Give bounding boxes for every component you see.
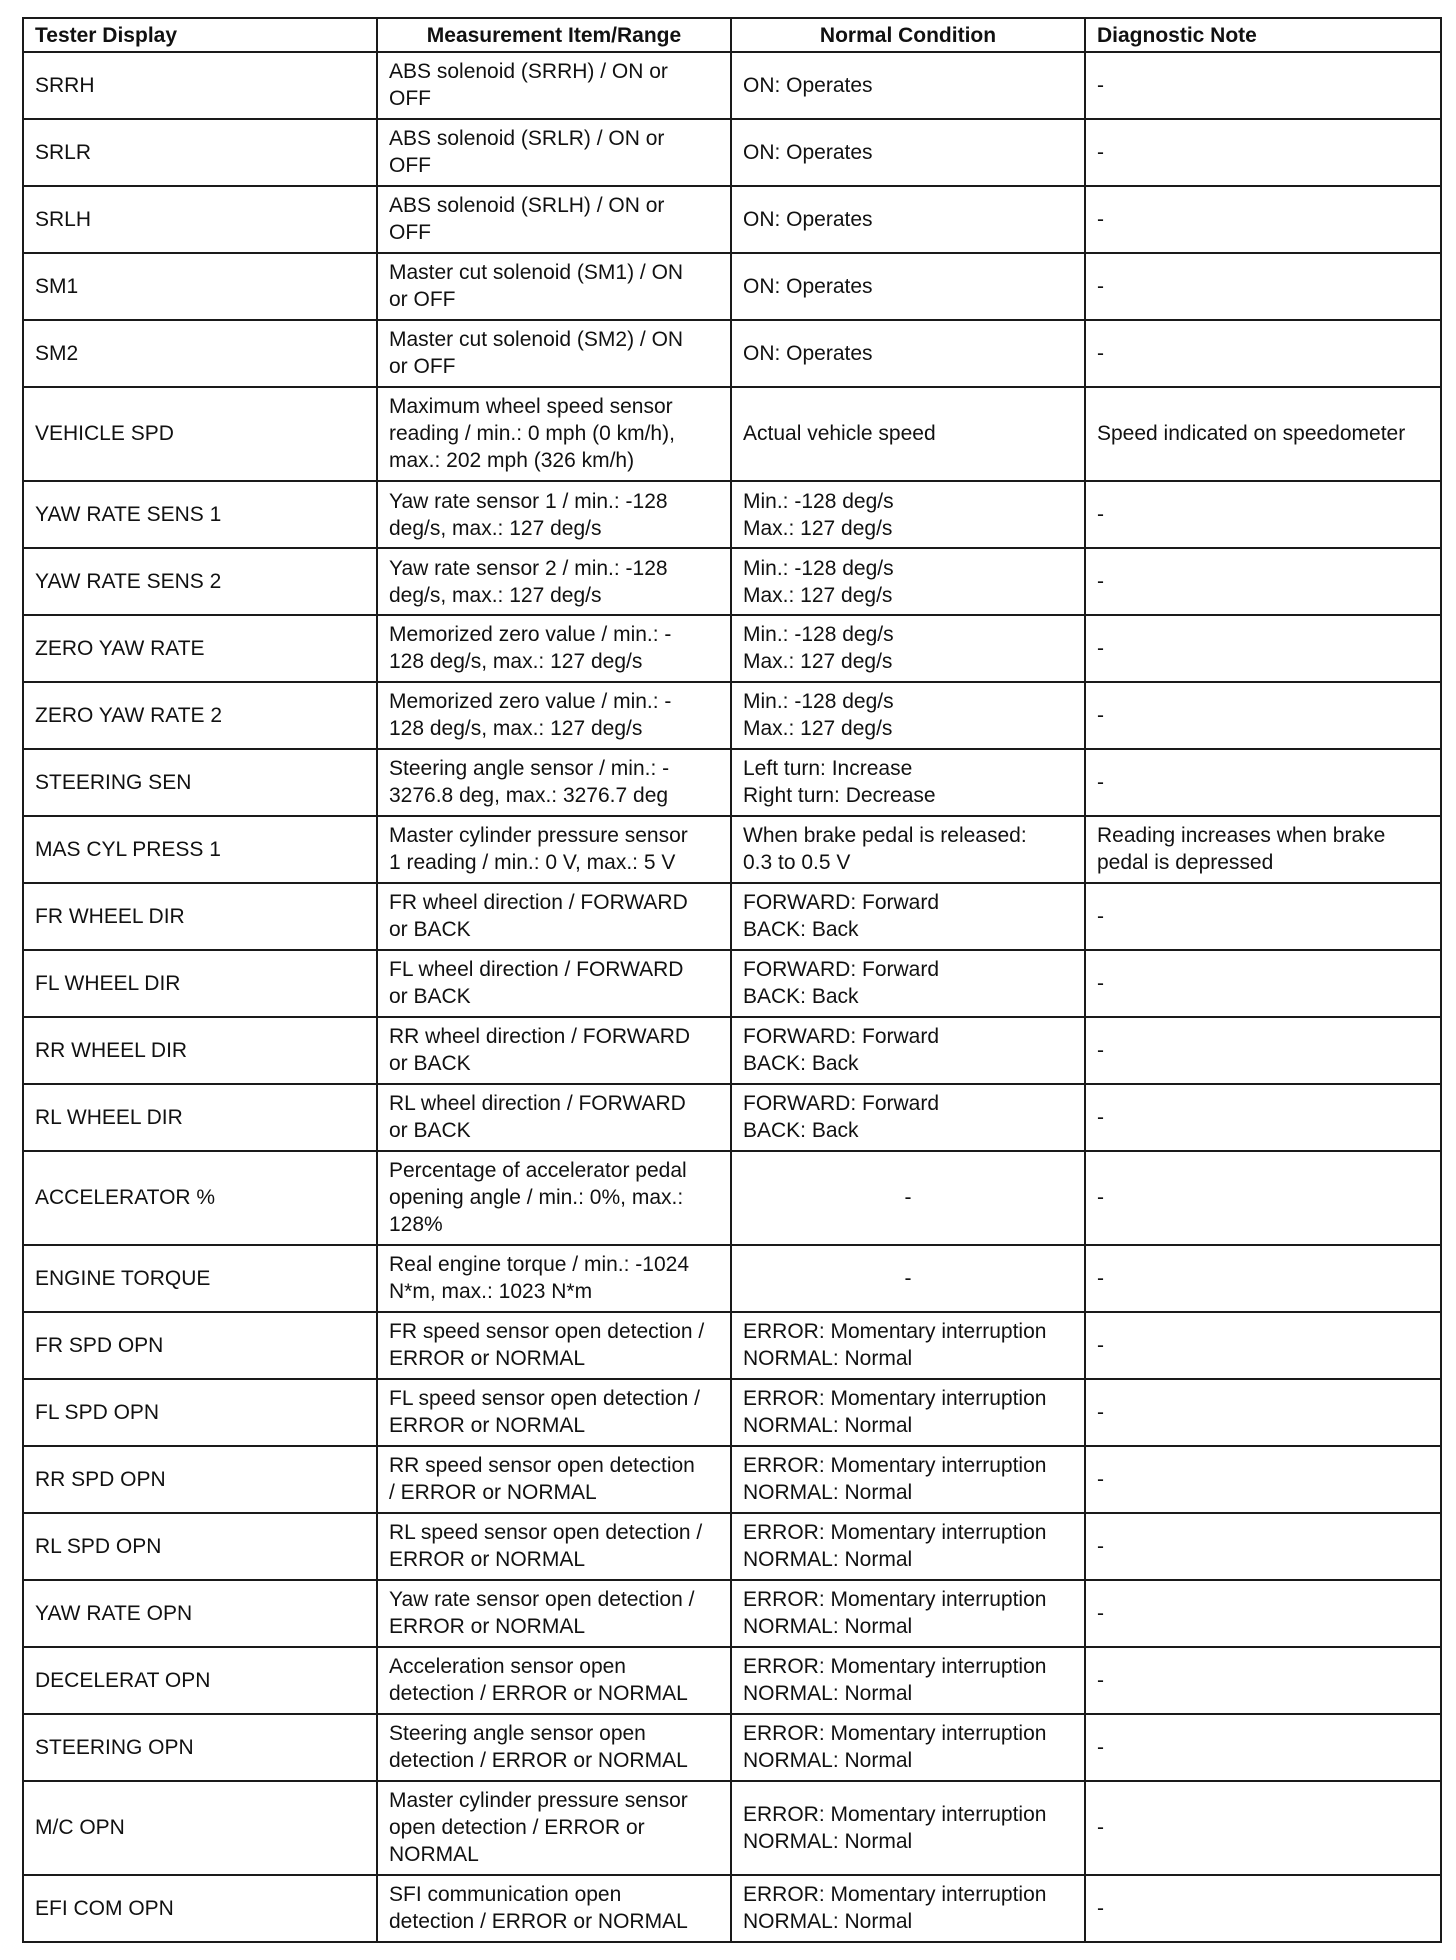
normal-condition-cell: ERROR: Momentary interruption NORMAL: Normal bbox=[731, 1580, 1085, 1647]
tester-display-cell: STEERING SEN bbox=[23, 749, 377, 816]
normal-condition-cell: ON: Operates bbox=[731, 52, 1085, 119]
tester-display-cell: M/C OPN bbox=[23, 1781, 377, 1875]
tester-display-cell: ZERO YAW RATE 2 bbox=[23, 682, 377, 749]
table-row bbox=[23, 320, 1441, 387]
diagnostic-note-cell: - bbox=[1085, 320, 1441, 387]
tester-display-cell: ZERO YAW RATE bbox=[23, 615, 377, 682]
table-row bbox=[23, 119, 1441, 186]
header-diagnostic-note: Diagnostic Note bbox=[1085, 18, 1441, 52]
tester-display-cell: YAW RATE SENS 2 bbox=[23, 548, 377, 615]
normal-condition-cell: FORWARD: Forward BACK: Back bbox=[731, 1017, 1085, 1084]
tester-display-cell: ENGINE TORQUE bbox=[23, 1245, 377, 1312]
diagnostic-note-cell: - bbox=[1085, 1245, 1441, 1312]
diagnostic-note-cell: - bbox=[1085, 1580, 1441, 1647]
normal-condition-cell: ERROR: Momentary interruption NORMAL: Normal bbox=[731, 1714, 1085, 1781]
table-row bbox=[23, 615, 1441, 682]
table-row bbox=[23, 1714, 1441, 1781]
table-row bbox=[23, 682, 1441, 749]
table-row bbox=[23, 1875, 1441, 1942]
table-row bbox=[23, 950, 1441, 1017]
diagnostic-note-cell: - bbox=[1085, 749, 1441, 816]
normal-condition-cell: Left turn: Increase Right turn: Decrease bbox=[731, 749, 1085, 816]
table-row bbox=[23, 1647, 1441, 1714]
diagnostic-note-cell: Speed indicated on speedometer bbox=[1085, 387, 1441, 481]
diagnostic-note-cell: - bbox=[1085, 883, 1441, 950]
normal-condition-cell: - bbox=[731, 1245, 1085, 1312]
tester-display-cell: VEHICLE SPD bbox=[23, 387, 377, 481]
table-row bbox=[23, 52, 1441, 119]
table-row bbox=[23, 1513, 1441, 1580]
table-row bbox=[23, 387, 1441, 481]
diagnostic-note-cell: - bbox=[1085, 1781, 1441, 1875]
diagnostic-note-cell: - bbox=[1085, 481, 1441, 548]
diagnostic-note-cell: - bbox=[1085, 682, 1441, 749]
measurement-item-cell: Master cut solenoid (SM1) / ON or OFF bbox=[377, 253, 731, 320]
normal-condition-cell: ERROR: Momentary interruption NORMAL: Normal bbox=[731, 1446, 1085, 1513]
diagnostic-note-cell: Reading increases when brake pedal is depressed bbox=[1085, 816, 1441, 883]
measurement-item-cell: FL wheel direction / FORWARD or BACK bbox=[377, 950, 731, 1017]
normal-condition-cell: ON: Operates bbox=[731, 253, 1085, 320]
diagnostic-note-cell: - bbox=[1085, 548, 1441, 615]
measurement-item-cell: Acceleration sensor open detection / ERROR or NORMAL bbox=[377, 1647, 731, 1714]
measurement-item-cell: Real engine torque / min.: -1024 N*m, max.: 1023 N*m bbox=[377, 1245, 731, 1312]
tester-display-cell: SM2 bbox=[23, 320, 377, 387]
tester-display-cell: DECELERAT OPN bbox=[23, 1647, 377, 1714]
tester-display-cell: RR SPD OPN bbox=[23, 1446, 377, 1513]
tester-display-cell: SRLH bbox=[23, 186, 377, 253]
tester-display-cell: SM1 bbox=[23, 253, 377, 320]
measurement-item-cell: Steering angle sensor open detection / ERROR or NORMAL bbox=[377, 1714, 731, 1781]
measurement-item-cell: FR wheel direction / FORWARD or BACK bbox=[377, 883, 731, 950]
tester-display-cell: STEERING OPN bbox=[23, 1714, 377, 1781]
table-row bbox=[23, 1245, 1441, 1312]
normal-condition-cell: FORWARD: Forward BACK: Back bbox=[731, 1084, 1085, 1151]
measurement-item-cell: FL speed sensor open detection / ERROR or NORMAL bbox=[377, 1379, 731, 1446]
normal-condition-cell: ERROR: Momentary interruption NORMAL: Normal bbox=[731, 1312, 1085, 1379]
tester-display-cell: FL WHEEL DIR bbox=[23, 950, 377, 1017]
tester-display-cell: RR WHEEL DIR bbox=[23, 1017, 377, 1084]
normal-condition-cell: FORWARD: Forward BACK: Back bbox=[731, 950, 1085, 1017]
measurement-item-cell: FR speed sensor open detection / ERROR or NORMAL bbox=[377, 1312, 731, 1379]
measurement-item-cell: Yaw rate sensor 2 / min.: -128 deg/s, max.: 127 deg/s bbox=[377, 548, 731, 615]
normal-condition-cell: ERROR: Momentary interruption NORMAL: Normal bbox=[731, 1513, 1085, 1580]
measurement-item-cell: ABS solenoid (SRLR) / ON or OFF bbox=[377, 119, 731, 186]
normal-condition-cell: ON: Operates bbox=[731, 186, 1085, 253]
tester-display-cell: EFI COM OPN bbox=[23, 1875, 377, 1942]
normal-condition-cell: Min.: -128 deg/s Max.: 127 deg/s bbox=[731, 548, 1085, 615]
normal-condition-cell: Min.: -128 deg/s Max.: 127 deg/s bbox=[731, 481, 1085, 548]
table-row bbox=[23, 1312, 1441, 1379]
tester-display-cell: RL WHEEL DIR bbox=[23, 1084, 377, 1151]
table-row bbox=[23, 816, 1441, 883]
normal-condition-cell: ERROR: Momentary interruption NORMAL: Normal bbox=[731, 1781, 1085, 1875]
normal-condition-cell: ON: Operates bbox=[731, 119, 1085, 186]
normal-condition-cell: ERROR: Momentary interruption NORMAL: Normal bbox=[731, 1379, 1085, 1446]
tester-display-cell: ACCELERATOR % bbox=[23, 1151, 377, 1245]
diagnostic-note-cell: - bbox=[1085, 52, 1441, 119]
table-row bbox=[23, 1151, 1441, 1245]
diagnostic-note-cell: - bbox=[1085, 1513, 1441, 1580]
tester-display-cell: YAW RATE SENS 1 bbox=[23, 481, 377, 548]
diagnostic-note-cell: - bbox=[1085, 1312, 1441, 1379]
diagnostic-note-cell: - bbox=[1085, 119, 1441, 186]
table-row bbox=[23, 1017, 1441, 1084]
table-row bbox=[23, 883, 1441, 950]
tester-display-cell: FR SPD OPN bbox=[23, 1312, 377, 1379]
table-row bbox=[23, 1580, 1441, 1647]
normal-condition-cell: Actual vehicle speed bbox=[731, 387, 1085, 481]
measurement-item-cell: Yaw rate sensor open detection / ERROR or NORMAL bbox=[377, 1580, 731, 1647]
tester-display-cell: FR WHEEL DIR bbox=[23, 883, 377, 950]
normal-condition-cell: FORWARD: Forward BACK: Back bbox=[731, 883, 1085, 950]
diagnostic-note-cell: - bbox=[1085, 1446, 1441, 1513]
table-row bbox=[23, 1781, 1441, 1875]
measurement-item-cell: Steering angle sensor / min.: - 3276.8 deg, max.: 3276.7 deg bbox=[377, 749, 731, 816]
measurement-item-cell: Master cut solenoid (SM2) / ON or OFF bbox=[377, 320, 731, 387]
diagnostic-note-cell: - bbox=[1085, 1084, 1441, 1151]
measurement-item-cell: RR wheel direction / FORWARD or BACK bbox=[377, 1017, 731, 1084]
table-row bbox=[23, 253, 1441, 320]
tester-display-cell: SRRH bbox=[23, 52, 377, 119]
diagnostic-note-cell: - bbox=[1085, 1379, 1441, 1446]
measurement-item-cell: RR speed sensor open detection / ERROR or NORMAL bbox=[377, 1446, 731, 1513]
measurement-item-cell: Master cylinder pressure sensor open detection / ERROR or NORMAL bbox=[377, 1781, 731, 1875]
normal-condition-cell: ERROR: Momentary interruption NORMAL: Normal bbox=[731, 1647, 1085, 1714]
header-tester-display: Tester Display bbox=[23, 18, 377, 52]
measurement-item-cell: SFI communication open detection / ERROR or NORMAL bbox=[377, 1875, 731, 1942]
diagnostic-note-cell: - bbox=[1085, 615, 1441, 682]
diagnostic-note-cell: - bbox=[1085, 1017, 1441, 1084]
measurement-item-cell: Memorized zero value / min.: - 128 deg/s, max.: 127 deg/s bbox=[377, 615, 731, 682]
table-row bbox=[23, 1084, 1441, 1151]
tester-display-cell: MAS CYL PRESS 1 bbox=[23, 816, 377, 883]
table-row bbox=[23, 1379, 1441, 1446]
header-row bbox=[23, 18, 1441, 52]
diagnostic-note-cell: - bbox=[1085, 950, 1441, 1017]
measurement-item-cell: RL wheel direction / FORWARD or BACK bbox=[377, 1084, 731, 1151]
measurement-item-cell: Yaw rate sensor 1 / min.: -128 deg/s, max.: 127 deg/s bbox=[377, 481, 731, 548]
diagnostic-note-cell: - bbox=[1085, 1875, 1441, 1942]
diagnostic-note-cell: - bbox=[1085, 1647, 1441, 1714]
diagnostic-note-cell: - bbox=[1085, 186, 1441, 253]
tester-display-cell: RL SPD OPN bbox=[23, 1513, 377, 1580]
normal-condition-cell: - bbox=[731, 1151, 1085, 1245]
tester-display-cell: YAW RATE OPN bbox=[23, 1580, 377, 1647]
normal-condition-cell: Min.: -128 deg/s Max.: 127 deg/s bbox=[731, 682, 1085, 749]
tester-display-cell: SRLR bbox=[23, 119, 377, 186]
header-measurement-item: Measurement Item/Range bbox=[377, 18, 731, 52]
measurement-item-cell: RL speed sensor open detection / ERROR or NORMAL bbox=[377, 1513, 731, 1580]
diagnostic-note-cell: - bbox=[1085, 1714, 1441, 1781]
normal-condition-cell: Min.: -128 deg/s Max.: 127 deg/s bbox=[731, 615, 1085, 682]
table-row bbox=[23, 548, 1441, 615]
table-row bbox=[23, 186, 1441, 253]
measurement-item-cell: Percentage of accelerator pedal opening angle / min.: 0%, max.: 128% bbox=[377, 1151, 731, 1245]
diagnostic-note-cell: - bbox=[1085, 1151, 1441, 1245]
tester-display-cell: FL SPD OPN bbox=[23, 1379, 377, 1446]
header-normal-condition: Normal Condition bbox=[731, 18, 1085, 52]
table-row bbox=[23, 481, 1441, 548]
data-list-table bbox=[22, 17, 1442, 1943]
measurement-item-cell: Master cylinder pressure sensor 1 reading / min.: 0 V, max.: 5 V bbox=[377, 816, 731, 883]
measurement-item-cell: ABS solenoid (SRLH) / ON or OFF bbox=[377, 186, 731, 253]
measurement-item-cell: Maximum wheel speed sensor reading / min.: 0 mph (0 km/h), max.: 202 mph (326 km/h) bbox=[377, 387, 731, 481]
measurement-item-cell: Memorized zero value / min.: - 128 deg/s, max.: 127 deg/s bbox=[377, 682, 731, 749]
table-row bbox=[23, 749, 1441, 816]
normal-condition-cell: When brake pedal is released: 0.3 to 0.5 V bbox=[731, 816, 1085, 883]
measurement-item-cell: ABS solenoid (SRRH) / ON or OFF bbox=[377, 52, 731, 119]
diagnostic-note-cell: - bbox=[1085, 253, 1441, 320]
table-row bbox=[23, 1446, 1441, 1513]
normal-condition-cell: ON: Operates bbox=[731, 320, 1085, 387]
normal-condition-cell: ERROR: Momentary interruption NORMAL: Normal bbox=[731, 1875, 1085, 1942]
